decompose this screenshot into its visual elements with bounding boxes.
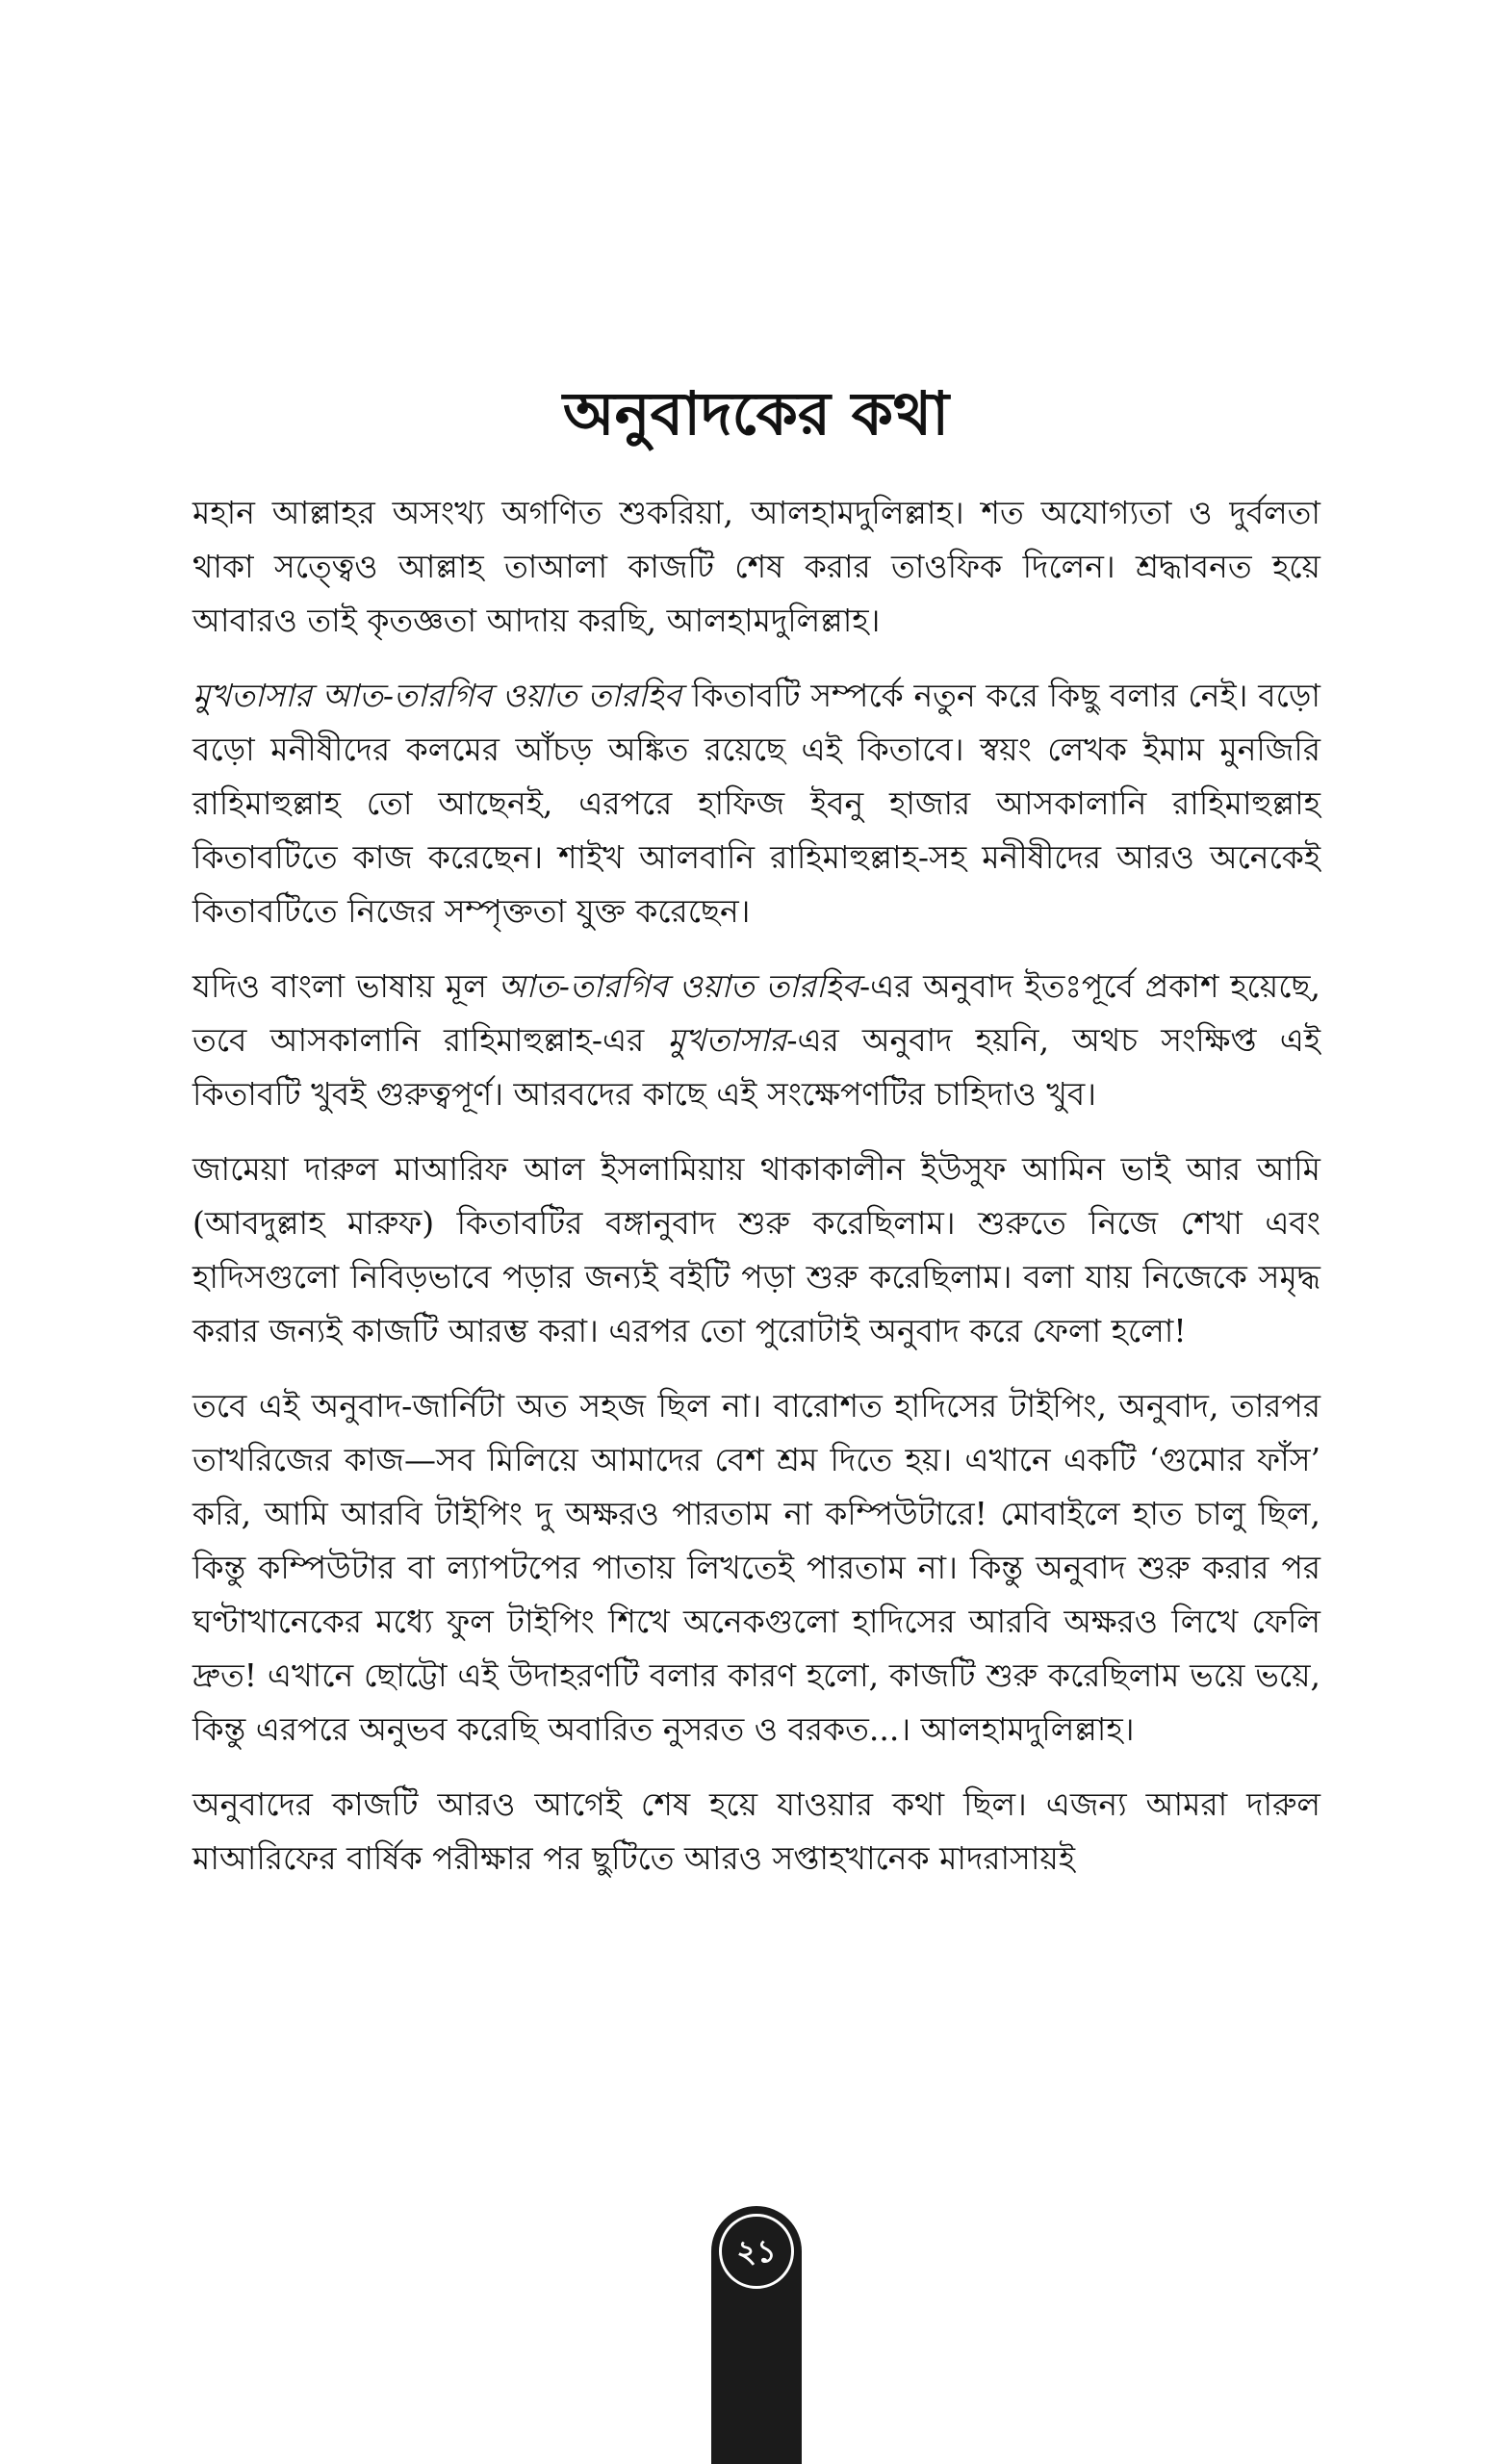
page-number: ২১: [719, 2214, 794, 2289]
paragraph: [192, 1142, 1320, 1358]
page-title: অনুবাদকের কথা: [562, 378, 950, 449]
book-title-italic: আত-তারগিব ওয়াত তারহিব: [498, 967, 859, 1005]
page-number-tab: [711, 2206, 802, 2464]
text-segment: তবে এই অনুবাদ-জার্নিটা অত সহজ ছিল না। বারোশত হাদিসের টাইপিং, অনুবাদ, তারপর তাখরিজের কাজ—সব মিলিয়ে আমাদের বেশ শ্রম দিতে হয়। এখানে একটি ‘গুমোর ফাঁস’ করি, আমি আরবি টাইপিং দু অক্ষরও পারতাম না কম্পিউটারে! মোবাইলে হাত চালু ছিল, কিন্তু কম্পিউটার বা ল্যাপটপের পাতায় লিখতেই পারতাম না। কিন্তু অনুবাদ শুরু করার পর ঘণ্টাখানেকের মধ্যে ফুল টাইপিং শিখে অনেকগুলো হাদিসের আরবি অক্ষরও লিখে ফেলি দ্রুত! এখানে ছোট্টো এই উদাহরণটি বলার কারণ হলো, কাজটি শুরু করেছিলাম ভয়ে ভয়ে, কিন্তু এরপরে অনুভব করেছি অবারিত নুসরত ও বরকত...। আলহামদুলিল্লাহ।: [192, 1387, 1320, 1748]
text-segment: যদিও বাংলা ভাষায় মূল: [192, 967, 499, 1005]
text-segment: -এর অনুবাদ হয়নি, অথচ সংক্ষিপ্ত এই কিতাবটি খুবই গুরুত্বপূর্ণ। আরবদের কাছে এই সংক্ষেপণটির চাহিদাও খুব।: [192, 1021, 1320, 1113]
text-segment: কিতাবটি সম্পর্কে নতুন করে কিছু বলার নেই। বড়ো বড়ো মনীষীদের কলমের আঁচড় অঙ্কিত রয়েছে এই কিতাবে। স্বয়ং লেখক ইমাম মুনজিরি রাহিমাহুল্লাহ তো আছেনই, এরপরে হাফিজ ইবনু হাজার আসকালানি রাহিমাহুল্লাহ কিতাবটিতে কাজ করেছেন। শাইখ আলবানি রাহিমাহুল্লাহ-সহ মনীষীদের আরও অনেকেই কিতাবটিতে নিজের সম্পৃক্ততা যুক্ত করেছেন।: [192, 677, 1320, 930]
paragraph: [192, 960, 1320, 1121]
body-text: [192, 486, 1320, 1907]
text-segment: জামেয়া দারুল মাআরিফ আল ইসলামিয়ায় থাকাকালীন ইউসুফ আমিন ভাই আর আমি (আবদুল্লাহ মারুফ) কিতাবটির বঙ্গানুবাদ শুরু করেছিলাম। শুরুতে নিজে শেখা এবং হাদিসগুলো নিবিড়ভাবে পড়ার জন্যই বইটি পড়া শুরু করেছিলাম। বলা যায় নিজেকে সমৃদ্ধ করার জন্যই কাজটি আরম্ভ করা। এরপর তো পুরোটাই অনুবাদ করে ফেলা হলো!: [192, 1150, 1320, 1349]
text-segment: -এর অনুবাদ ইতঃপূর্বে প্রকাশ হয়েছে, তবে আসকালানি রাহিমাহুল্লাহ-এর: [192, 967, 1320, 1059]
paragraph: [192, 486, 1320, 648]
book-title-italic: মুখতাসার আত-তারগিব ওয়াত তারহিব: [192, 677, 682, 714]
paragraph: [192, 669, 1320, 938]
paragraph: [192, 1778, 1320, 1886]
text-segment: মহান আল্লাহর অসংখ্য অগণিত শুকরিয়া, আলহামদুলিল্লাহ। শত অযোগ্যতা ও দুর্বলতা থাকা সত্ত্বেও আল্লাহ তাআলা কাজটি শেষ করার তাওফিক দিলেন। শ্রদ্ধাবনত হয়ে আবারও তাই কৃতজ্ঞতা আদায় করছি, আলহামদুলিল্লাহ।: [192, 494, 1320, 639]
paragraph: [192, 1379, 1320, 1757]
book-title-italic: মুখতাসার: [667, 1021, 787, 1059]
text-segment: অনুবাদের কাজটি আরও আগেই শেষ হয়ে যাওয়ার কথা ছিল। এজন্য আমরা দারুল মাআরিফের বার্ষিক পরীক্ষার পর ছুটিতে আরও সপ্তাহখানেক মাদরাসায়ই: [192, 1785, 1320, 1877]
